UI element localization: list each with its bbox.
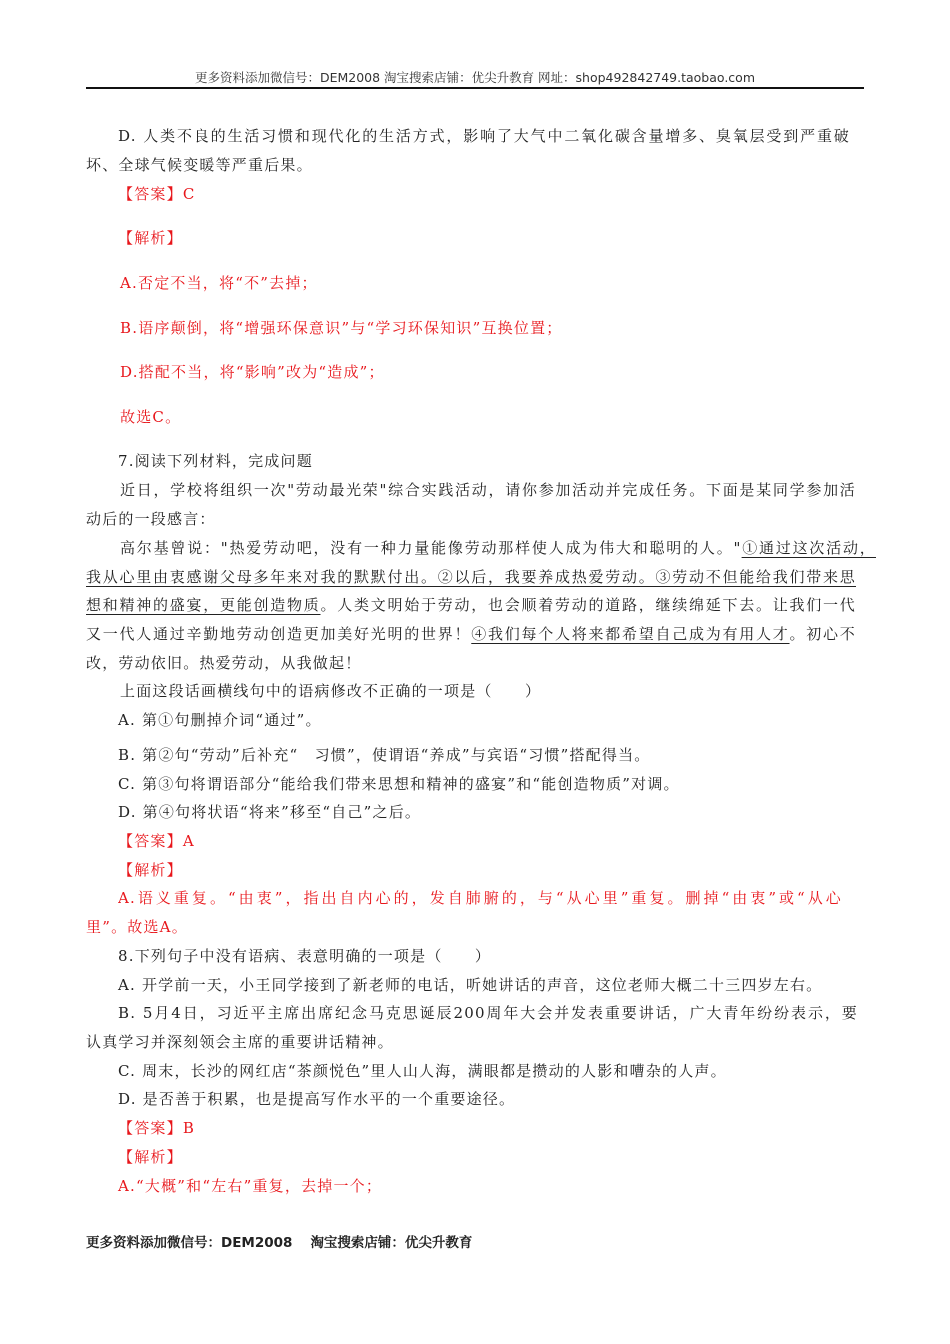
underlined-sentences-1-3: 我从心里由衷感谢父母多年来对我的默默付出。②以后，我要养成热爱劳动。③劳动不但能给我们带来思	[86, 568, 856, 586]
answer-value: B	[182, 1119, 196, 1137]
passage-text: 。初心不	[789, 625, 856, 643]
q8-option-b: B. 5月4日，习近平主席出席纪念马克思诞辰200周年大会并发表重要讲话，广大青年纷纷表示，要	[118, 1004, 858, 1022]
page-footer	[86, 1231, 490, 1251]
q6-analysis-b: B.语序颠倒，将“增强环保意识”与“学习环保知识”互换位置；	[120, 319, 563, 337]
q6-answer	[118, 184, 196, 204]
answer-label: 【答案】	[118, 832, 183, 850]
answer-value: C	[182, 185, 196, 203]
q8-option-b-cont: 认真学习并深刻领会主席的重要讲话精神。	[86, 1033, 394, 1051]
q6-analysis-a: A.否定不当，将“不”去掉；	[120, 274, 318, 292]
q7-intro: 近日，学校将组织一次"劳动最光荣"综合实践活动，请你参加活动并完成任务。下面是某同学参加活	[120, 481, 856, 499]
q7-option-b: B. 第②句“劳动”后补充“ 习惯”，使谓语“养成”与宾语“习惯”搭配得当。	[118, 746, 651, 764]
q8-option-a: A. 开学前一天，小王同学接到了新老师的电话，听她讲话的声音，这位老师大概二十三四岁左右。	[118, 976, 823, 994]
passage-text: 。人类文明始于劳动，也会顺着劳动的道路，继续绵延下去。让我们一代	[320, 596, 856, 614]
q7-intro-cont: 动后的一段感言：	[86, 510, 216, 528]
underlined-sentence-1: ①通过这次活动，	[741, 539, 876, 557]
q7-option-d: D. 第④句将状语“将来”移至“自己”之后。	[118, 803, 422, 821]
underlined-sentence-3: 想和精神的盛宴，更能创造物质	[86, 596, 321, 614]
passage-text: 又一代人通过辛勤地劳动创造更加美好光明的世界！	[86, 625, 472, 643]
q8-analysis-a: A.“大概”和“左右”重复，去掉一个；	[118, 1177, 383, 1195]
q7-question: 上面这段话画横线句中的语病修改不正确的一项是（ ）	[120, 682, 542, 700]
q8-answer	[118, 1118, 195, 1138]
q7-passage-end: 改，劳动依旧。热爱劳动，从我做起！	[86, 654, 362, 672]
q7-answer	[118, 831, 195, 851]
q7-analysis-label: 【解析】	[118, 861, 183, 879]
q8-title: 8.下列句子中没有语病、表意明确的一项是（ ）	[118, 947, 492, 965]
q7-option-a: A. 第①句删掉介词“通过”。	[118, 711, 322, 729]
q8-analysis-label: 【解析】	[118, 1148, 183, 1166]
page-header: 更多资料添加微信号：DEM2008 淘宝搜索店铺：优尖升教育 网址：shop492842749.taobao.com	[194, 70, 756, 85]
q7-passage-line	[86, 624, 856, 644]
q7-title: 7.阅读下列材料，完成问题	[118, 452, 313, 470]
q8-option-c: C. 周末，长沙的网红店“茶颜悦色”里人山人海，满眼都是攒动的人影和嘈杂的人声。	[118, 1062, 727, 1080]
answer-label: 【答案】	[118, 1119, 183, 1137]
passage-text: 高尔基曾说："热爱劳动吧，没有一种力量能像劳动那样使人成为伟大和聪明的人。"	[120, 539, 742, 557]
header-rule	[86, 87, 864, 89]
q6-conclusion: 故选C。	[120, 408, 182, 426]
q8-option-d: D. 是否善于积累，也是提高写作水平的一个重要途径。	[118, 1090, 516, 1108]
q7-passage-line	[120, 538, 876, 558]
answer-label: 【答案】	[118, 185, 183, 203]
answer-value: A	[182, 832, 195, 850]
q7-option-c: C. 第③句将谓语部分“能给我们带来思想和精神的盛宴”和“能创造物质”对调。	[118, 775, 680, 793]
underlined-sentence-4: ④我们每个人将来都希望自己成为有用人才	[471, 625, 790, 643]
q6-analysis-d: D.搭配不当，将“影响”改为“造成”；	[120, 363, 385, 381]
q7-analysis: A.语义重复。“由衷”，指出自内心的，发自肺腑的，与“从心里”重复。删掉“由衷”或“从心	[118, 889, 842, 907]
footer-shop: 淘宝搜索店铺：优尖升教育	[310, 1235, 473, 1251]
q6-option-d: D. 人类不良的生活习惯和现代化的生活方式，影响了大气中二氧化碳含量增多、臭氧层受到严重破	[118, 127, 850, 145]
footer-wechat: 更多资料添加微信号：DEM2008	[86, 1235, 293, 1251]
q7-analysis-cont: 里”。故选A。	[86, 918, 188, 936]
q6-analysis-label: 【解析】	[118, 229, 183, 247]
q7-passage-line	[86, 595, 856, 615]
q6-option-d-cont: 坏、全球气候变暖等严重后果。	[86, 156, 313, 174]
